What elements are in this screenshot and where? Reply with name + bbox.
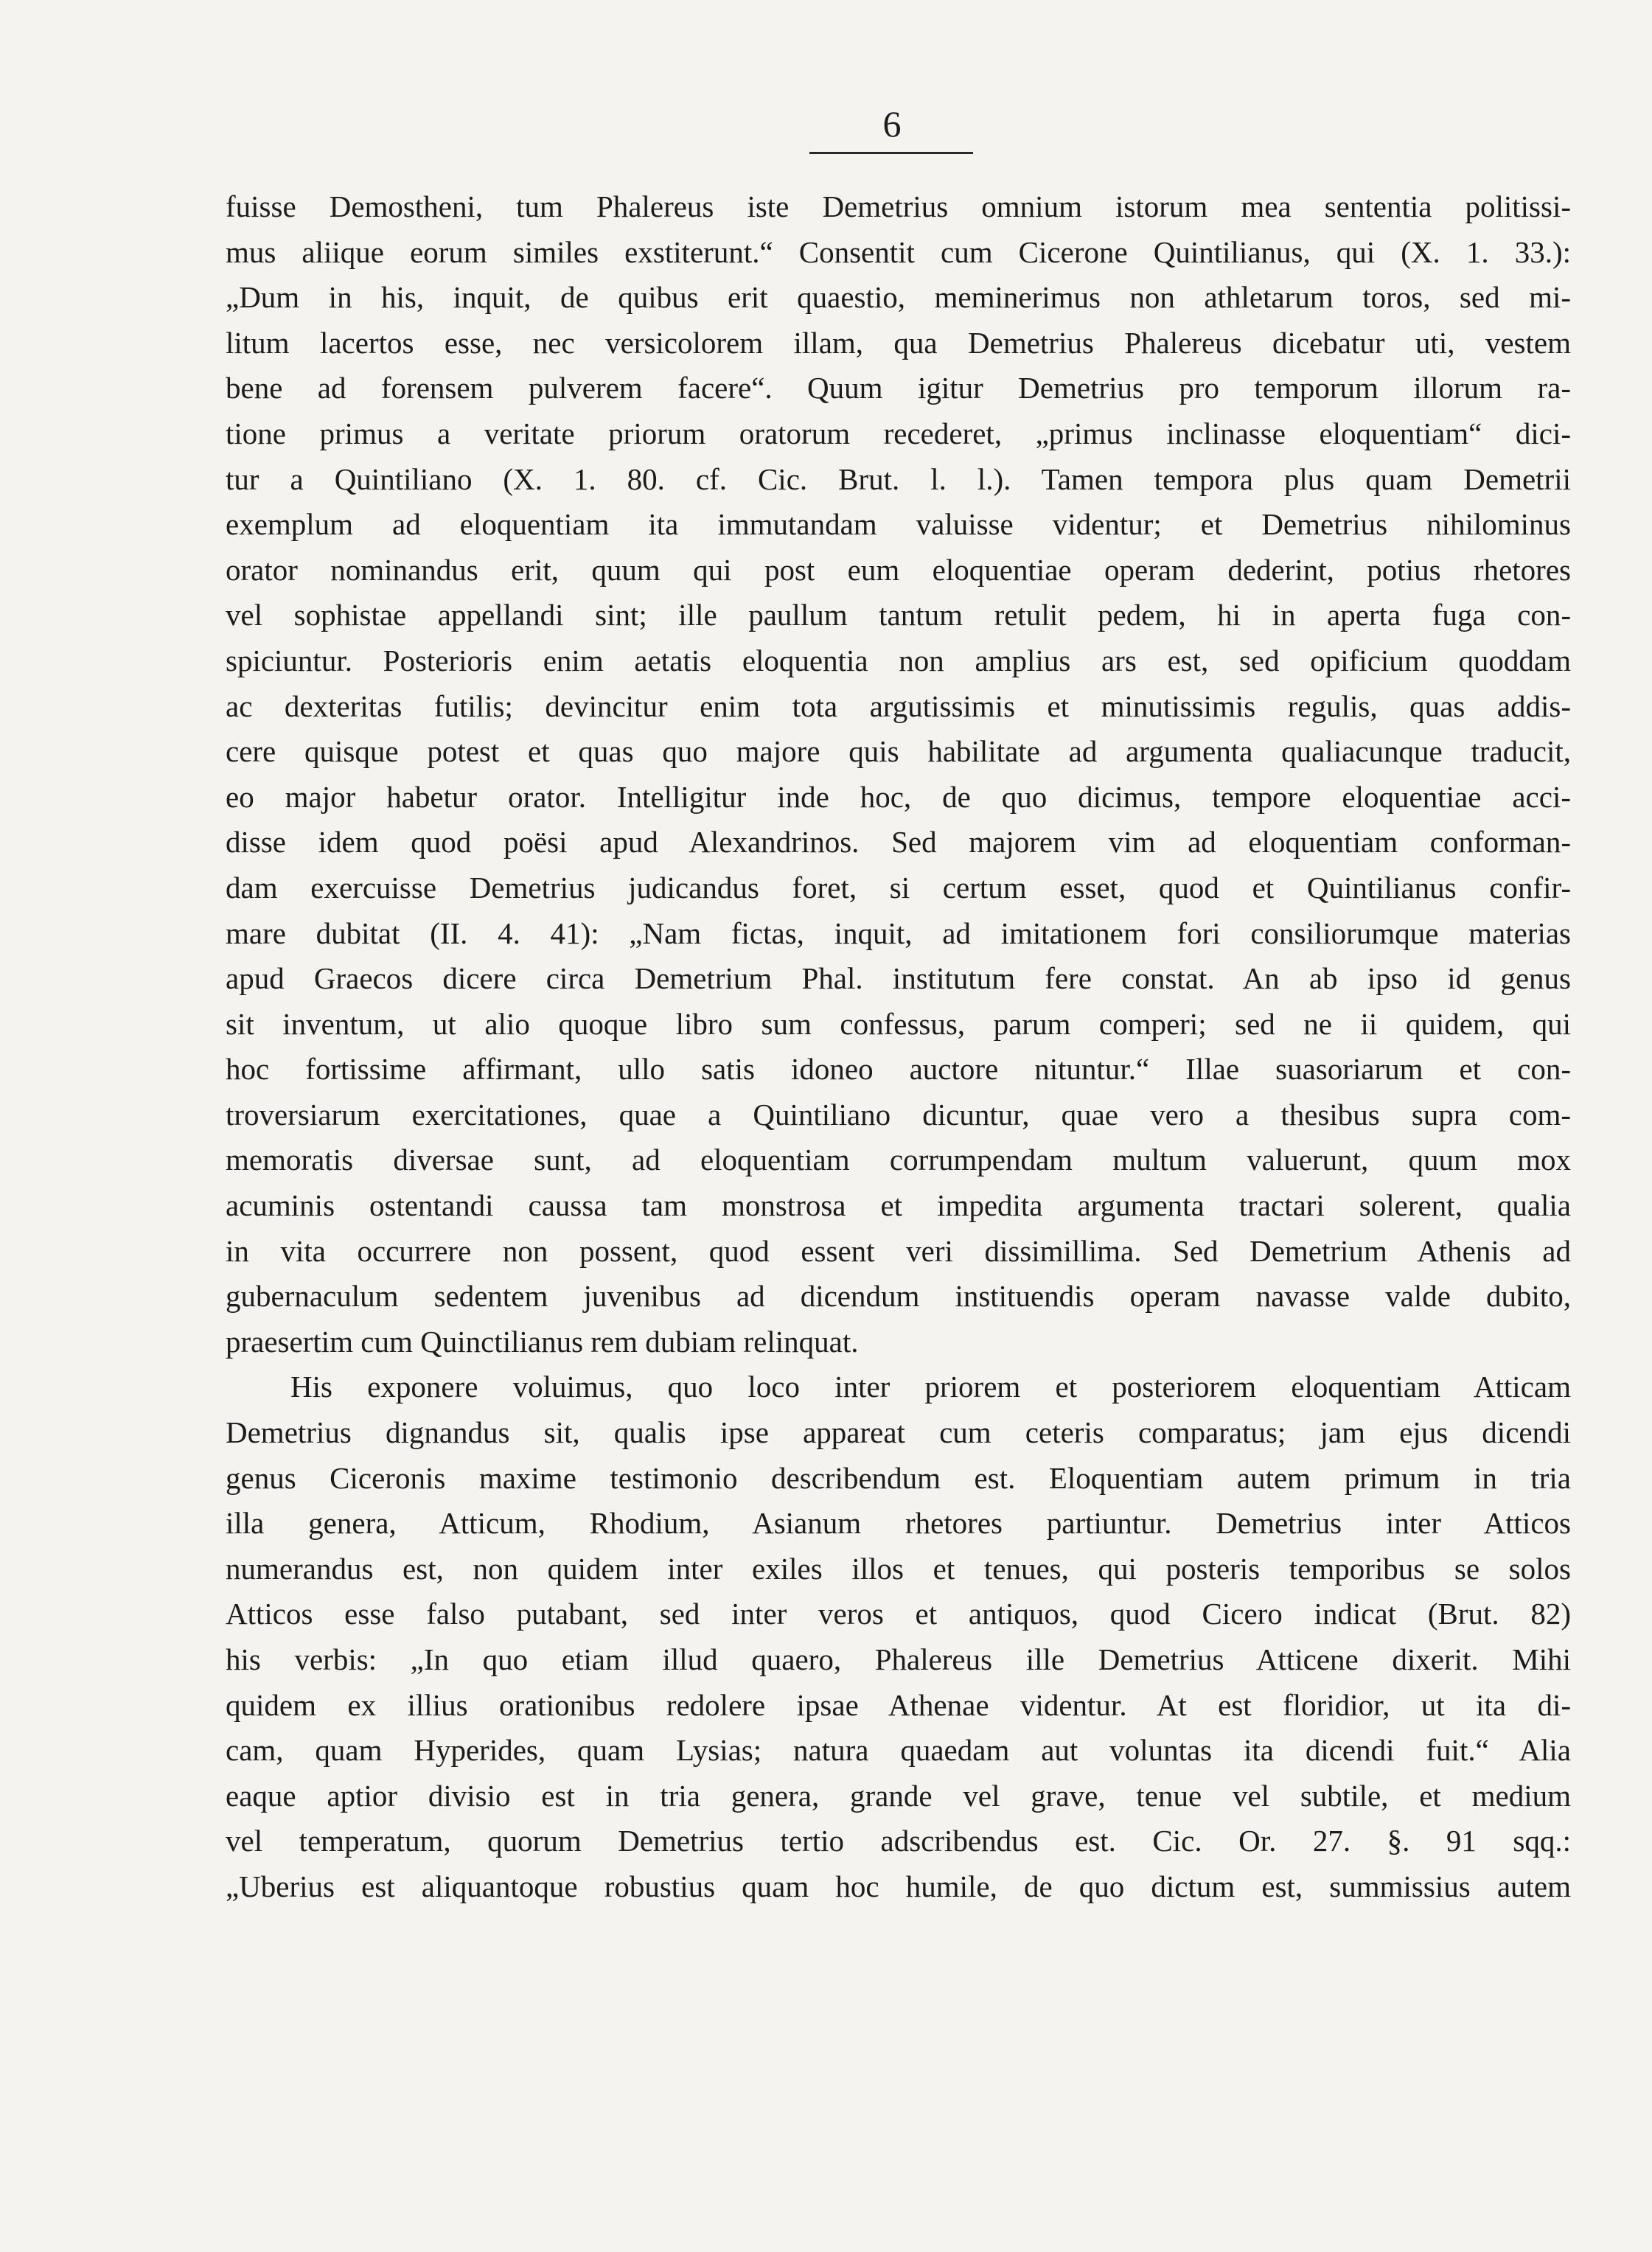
text-line: disse idem quod poësi apud Alexandrinos. Sed majorem vim ad eloquentiam conforman- bbox=[226, 825, 1571, 860]
body-text bbox=[226, 184, 1571, 1910]
text-line: apud Graecos dicere circa Demetrium Phal. institutum fere constat. An ab ipso id genus bbox=[226, 961, 1571, 996]
text-line: vel temperatum, quorum Demetrius tertio adscribendus est. Cic. Or. 27. §. 91 sqq.: bbox=[226, 1824, 1571, 1858]
text-line: cere quisque potest et quas quo majore quis habilitate ad argumenta qualiacunque traducit, bbox=[226, 734, 1571, 769]
text-line: eaque aptior divisio est in tria genera, grande vel grave, tenue vel subtile, et medium bbox=[226, 1778, 1571, 1813]
text-line: his verbis: „In quo etiam illud quaero, Phalereus ille Demetrius Atticene dixerit. Mihi bbox=[226, 1642, 1571, 1676]
text-line: tur a Quintiliano (X. 1. 80. cf. Cic. Brut. l. l.). Tamen tempora plus quam Demetrii bbox=[226, 461, 1571, 496]
text-line: exemplum ad eloquentiam ita immutandam valuisse videntur; et Demetrius nihilominus bbox=[226, 507, 1571, 542]
text-line: acuminis ostentandi caussa tam monstrosa et impedita argumenta tractari solerent, qualia bbox=[226, 1188, 1571, 1223]
text-line: memoratis diversae sunt, ad eloquentiam corrumpendam multum valuerunt, quum mox bbox=[226, 1143, 1571, 1177]
text-line: in vita occurrere non possent, quod essent veri dissimillima. Sed Demetrium Athenis ad bbox=[226, 1233, 1571, 1268]
paragraph-end-line: praesertim cum Quinctilianus rem dubiam relinquat. bbox=[226, 1324, 859, 1359]
text-line: bene ad forensem pulverem facere“. Quum igitur Demetrius pro temporum illorum ra- bbox=[226, 371, 1571, 405]
text-line: „Uberius est aliquantoque robustius quam hoc humile, de quo dictum est, summissius autem bbox=[226, 1869, 1571, 1903]
text-line: hoc fortissime affirmant, ullo satis idoneo auctore nituntur.“ Illae suasoriarum et con- bbox=[226, 1052, 1571, 1087]
text-line: spiciuntur. Posterioris enim aetatis eloquentia non amplius ars est, sed opificium quoddam bbox=[226, 643, 1571, 677]
text-line: troversiarum exercitationes, quae a Quintiliano dicuntur, quae vero a thesibus supra com- bbox=[226, 1097, 1571, 1132]
text-line: sit inventum, ut alio quoque libro sum confessus, parum comperi; sed ne ii quidem, qui bbox=[226, 1006, 1571, 1041]
text-line: orator nominandus erit, quum qui post eum eloquentiae operam dederint, potius rhetores bbox=[226, 552, 1571, 587]
page-number-rule bbox=[809, 152, 973, 154]
text-line: illa genera, Atticum, Rhodium, Asianum rhetores partiuntur. Demetrius inter Atticos bbox=[226, 1506, 1571, 1541]
text-line: vel sophistae appellandi sint; ille paullum tantum retulit pedem, hi in aperta fuga con- bbox=[226, 598, 1571, 632]
text-line: mare dubitat (II. 4. 41): „Nam fictas, inquit, ad imitationem fori consiliorumque materias bbox=[226, 916, 1571, 950]
text-line: ac dexteritas futilis; devincitur enim tota argutissimis et minutissimis regulis, quas addis- bbox=[226, 689, 1571, 723]
text-line: dam exercuisse Demetrius judicandus foret, si certum esset, quod et Quintilianus confir- bbox=[226, 870, 1571, 904]
page-number: 6 bbox=[882, 103, 902, 144]
text-line: Demetrius dignandus sit, qualis ipse appareat cum ceteris comparatus; jam ejus dicendi bbox=[226, 1415, 1571, 1450]
text-line: cam, quam Hyperides, quam Lysias; natura quaedam aut voluntas ita dicendi fuit.“ Alia bbox=[226, 1733, 1571, 1768]
text-line: Atticos esse falso putabant, sed inter veros et antiquos, quod Cicero indicat (Brut. 82) bbox=[226, 1597, 1571, 1631]
text-line: gubernaculum sedentem juvenibus ad dicendum instituendis operam navasse valde dubito, bbox=[226, 1279, 1571, 1314]
text-line: tione primus a veritate priorum oratorum recederet, „primus inclinasse eloquentiam“ dici- bbox=[226, 416, 1571, 450]
text-line: „Dum in his, inquit, de quibus erit quaestio, meminerimus non athletarum toros, sed mi- bbox=[226, 280, 1571, 315]
text-line: litum lacertos esse, nec versicolorem illam, qua Demetrius Phalereus dicebatur uti, vestem bbox=[226, 325, 1571, 360]
text-line: numerandus est, non quidem inter exiles illos et tenues, qui posteris temporibus se solos bbox=[226, 1551, 1571, 1586]
text-line: eo major habetur orator. Intelligitur inde hoc, de quo dicimus, tempore eloquentiae acci- bbox=[226, 779, 1571, 814]
text-line: quidem ex illius orationibus redolere ipsae Athenae videntur. At est floridior, ut ita di- bbox=[226, 1687, 1571, 1722]
paragraph-start-line: His exponere voluimus, quo loco inter priorem et posteriorem eloquentiam Atticam bbox=[290, 1370, 1571, 1404]
text-line: fuisse Demostheni, tum Phalereus iste Demetrius omnium istorum mea sententia politissi- bbox=[226, 189, 1571, 223]
text-line: genus Ciceronis maxime testimonio describendum est. Eloquentiam autem primum in tria bbox=[226, 1460, 1571, 1495]
text-line: mus aliique eorum similes exstiterunt.“ Consentit cum Cicerone Quintilianus, qui (X. 1. 33.): bbox=[226, 234, 1571, 269]
